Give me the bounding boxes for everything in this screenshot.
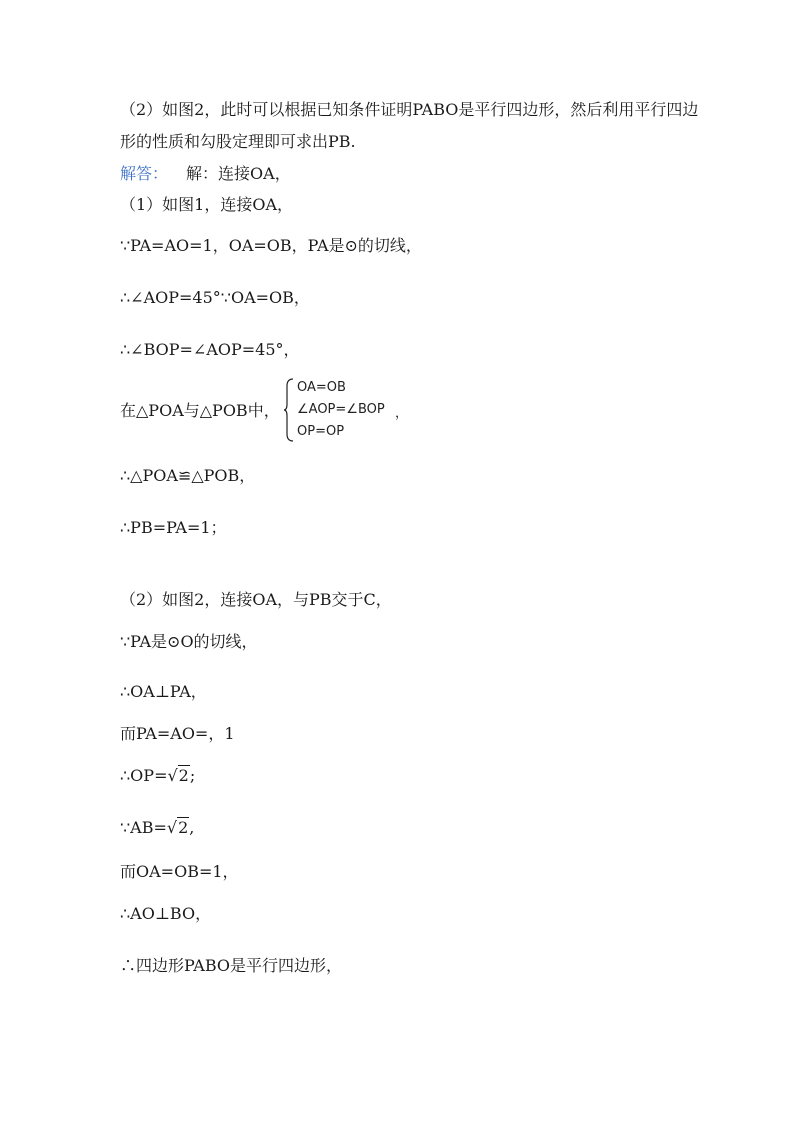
part2-line-2: ∴OA⊥PA， (120, 682, 207, 701)
answer-label: 解答： (120, 164, 169, 183)
ab-radicand: 2 (178, 818, 189, 837)
part1-line-2: ∴∠AOP=45°∵OA=OB， (120, 288, 310, 307)
analysis-line-1: （2）如图2，此时可以根据已知条件证明PABO是平行四边形，然后利用平行四边 (120, 100, 699, 119)
part2-line-3: 而PA=AO=，1 (120, 724, 235, 743)
part1-line-6: ∴PB=PA=1； (120, 518, 227, 537)
part1-line-3: ∴∠BOP=∠AOP=45°， (120, 340, 300, 359)
op-radicand: 2 (178, 766, 189, 785)
sqrt-2-ab: √2 (166, 818, 189, 837)
sqrt-2-op: √2 (167, 766, 189, 785)
op-prefix: ∴OP= (120, 766, 168, 785)
part2-line-4 (120, 766, 195, 786)
part2-line-5 (120, 818, 194, 838)
analysis-line-2: 形的性质和勾股定理即可求出PB. (120, 132, 356, 151)
part2-line-8: ∴四边形PABO是平行四边形， (120, 956, 343, 975)
congruence-conditions (283, 378, 423, 442)
answer-header (120, 164, 291, 184)
left-brace-icon (283, 378, 295, 442)
ab-suffix: , (189, 818, 195, 837)
part1-line-1: ∵PA=AO=1，OA=OB，PA是⊙的切线， (120, 236, 422, 255)
ab-prefix: ∵AB= (120, 818, 167, 837)
condition-3: OP=OP (297, 424, 345, 439)
op-suffix: ; (189, 766, 196, 785)
part1-title: （1）如图1，连接OA， (120, 195, 294, 214)
part2-line-6: 而OA=OB=1， (120, 862, 239, 881)
conditions-suffix: ， (395, 406, 409, 421)
condition-1: OA=OB (297, 380, 346, 395)
part1-line-4-prefix: 在△POA与△POB中， (120, 401, 280, 420)
part2-line-7: ∴AO⊥BO， (120, 904, 212, 923)
part1-line-5: ∴△POA≌△POB， (120, 466, 256, 485)
part2-line-1: ∵PA是⊙O的切线， (120, 632, 258, 651)
condition-2: ∠AOP=∠BOP (297, 402, 385, 417)
answer-intro: 解：连接OA， (186, 164, 291, 183)
part2-title: （2）如图2，连接OA，与PB交于C， (120, 590, 392, 609)
